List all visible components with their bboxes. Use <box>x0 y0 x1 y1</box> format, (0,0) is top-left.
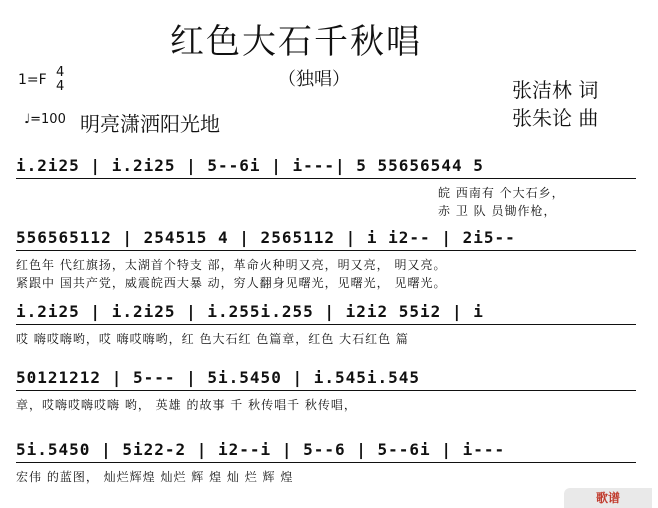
beam-line-3 <box>16 324 636 325</box>
notation-line-5: 5i.5450 | 5i22-2 | i2--i | 5--6 | 5--6i | i--- <box>16 440 506 459</box>
lyricist-credit: 张洁林 词 <box>512 78 599 102</box>
song-subtitle: （独唱） <box>278 69 350 90</box>
time-signature <box>56 66 64 94</box>
expression-marking: 明亮潇洒阳光地 <box>80 112 220 136</box>
beam-line-2 <box>16 250 636 251</box>
site-watermark: 歌谱 <box>564 488 652 508</box>
lyrics-line-2a: 红色年 代红旗扬，太湖首个特支 部，革命火种明又亮，明又亮， 明又亮。 <box>16 258 447 272</box>
tempo-marking: ♩=100 <box>24 112 66 127</box>
time-signature-bottom: 4 <box>56 79 65 94</box>
lyrics-line-3: 哎 嗨哎嗨哟，哎 嗨哎嗨哟，红 色大石红 色篇章，红色 大石红色 篇 <box>16 332 409 346</box>
notation-line-2: 556565112 | 254515 4 | 2565112 | i i2-- | 2i5-- <box>16 228 516 247</box>
notation-line-3: i.2i25 | i.2i25 | i.255i.255 | i2i2 55i2 | i <box>16 302 484 321</box>
key-signature: 1=F <box>18 72 47 88</box>
beam-line-5 <box>16 462 636 463</box>
lyrics-line-1a: 皖 西南有 个大石乡， <box>438 186 565 200</box>
lyrics-line-5: 宏伟 的蓝图， 灿烂辉煌 灿烂 辉 煌 灿 烂 辉 煌 <box>16 470 294 484</box>
lyrics-line-2b: 紧跟中 国共产党，威震皖西大暴 动，穷人翻身见曙光，见曙光， 见曙光。 <box>16 276 447 290</box>
lyrics-line-4: 章，哎嗨哎嗨哎嗨 哟， 英雄 的故事 千 秋传唱千 秋传唱， <box>16 398 357 412</box>
beam-line-1 <box>16 178 636 179</box>
notation-line-4: 50121212 | 5--- | 5i.5450 | i.545i.545 <box>16 368 421 387</box>
lyrics-line-1b: 赤 卫 队 员锄作枪， <box>438 204 557 218</box>
time-signature-top: 4 <box>56 65 65 80</box>
composer-credit: 张朱论 曲 <box>512 106 599 130</box>
song-title: 红色大石千秋唱 <box>170 22 422 62</box>
notation-line-1: i.2i25 | i.2i25 | 5--6i | i---| 5 55656544 5 <box>16 156 484 175</box>
beam-line-4 <box>16 390 636 391</box>
